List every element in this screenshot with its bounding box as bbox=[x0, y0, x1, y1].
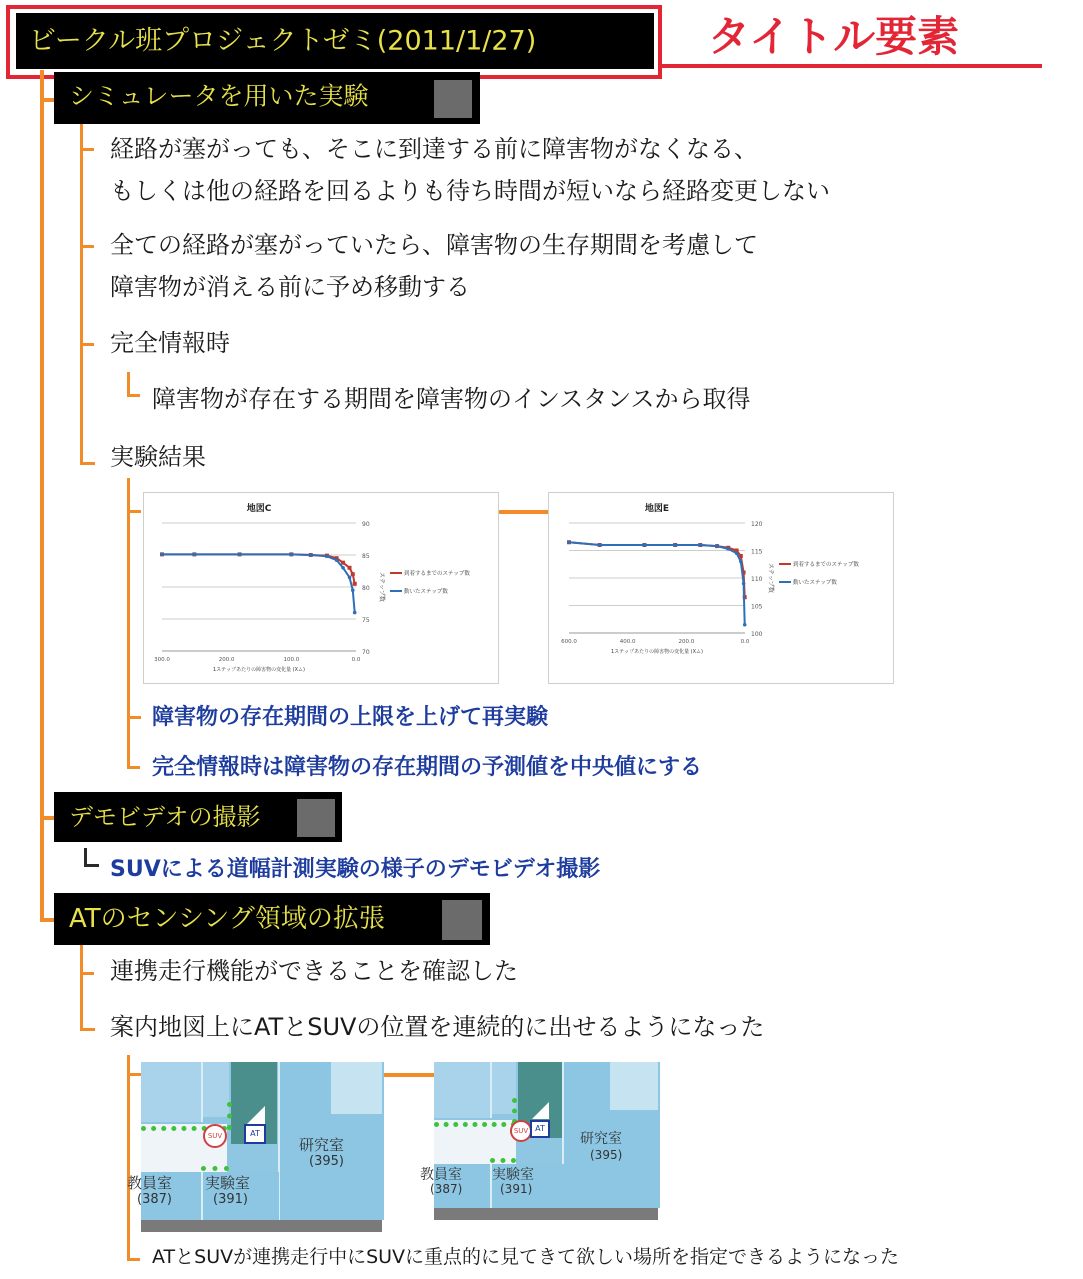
results-tick-blue2 bbox=[127, 746, 140, 769]
s1-tick-p3-sub bbox=[127, 372, 140, 397]
s1-tick-p2 bbox=[80, 245, 94, 248]
x-tick-label: 0.0 bbox=[740, 639, 750, 645]
map-screenshot-1 bbox=[127, 1062, 382, 1232]
x-tick-label: 400.0 bbox=[619, 639, 636, 645]
s1-paragraph3: 完全情報時 bbox=[110, 329, 230, 357]
chart-map-e-svg bbox=[549, 493, 893, 683]
map1-suv-marker: SUV bbox=[203, 1124, 227, 1148]
data-point-blue bbox=[726, 547, 730, 551]
section1-title-box bbox=[54, 72, 480, 124]
data-point-red bbox=[348, 566, 352, 570]
chart-title: 地図C bbox=[246, 504, 272, 514]
s3-paragraph1: 連携走行機能ができることを確認した bbox=[110, 957, 518, 985]
section1-trunk bbox=[80, 124, 83, 464]
series-line-1 bbox=[162, 554, 355, 612]
map1-room-a-label: 研究室 bbox=[299, 1136, 345, 1154]
s1-tick-p3 bbox=[80, 343, 94, 346]
data-point-blue bbox=[715, 544, 719, 548]
map1-room-c-label: 実験室 bbox=[205, 1174, 251, 1192]
s3-paragraph2: 案内地図上にATとSUVの位置を連続的に出せるようになった bbox=[110, 1013, 765, 1041]
s1-tick-p4 bbox=[80, 440, 95, 465]
map1-route-dots-2 bbox=[201, 1166, 229, 1171]
map-connector bbox=[382, 1073, 434, 1077]
y-tick-label: 100 bbox=[751, 631, 763, 638]
legend-label-1: 動いたステップ数 bbox=[404, 589, 448, 595]
section2-marker bbox=[297, 799, 335, 837]
y-tick-label: 105 bbox=[751, 603, 763, 611]
data-point-blue bbox=[309, 553, 313, 557]
y-tick-label: 80 bbox=[362, 585, 370, 592]
y-tick-label: 85 bbox=[362, 553, 370, 560]
map2-bottom-strip bbox=[434, 1208, 658, 1220]
chart-connector bbox=[498, 510, 550, 514]
y-axis-label: ステップ数 bbox=[767, 563, 774, 593]
map2-room-b-num: (387) bbox=[430, 1182, 463, 1196]
x-tick-label: 200.0 bbox=[678, 639, 695, 645]
data-point-blue bbox=[353, 611, 357, 615]
chart-map-c-svg bbox=[144, 493, 498, 683]
page-title-box bbox=[16, 13, 654, 69]
maps-tick bbox=[127, 1073, 141, 1076]
maps-tick-note bbox=[127, 1238, 140, 1261]
y-tick-label: 110 bbox=[751, 576, 763, 583]
s3-tick-p2 bbox=[80, 1008, 95, 1031]
map1-room-b-num: (387) bbox=[137, 1192, 172, 1207]
section2-note: SUVによる道幅計測実験の様子のデモビデオ撮影 bbox=[110, 857, 601, 882]
x-axis-label: 1ステップあたりの障害物の変化量 (Xム) bbox=[611, 649, 703, 655]
results-trunk bbox=[127, 478, 130, 768]
results-tick-blue1 bbox=[127, 716, 141, 719]
section1-marker bbox=[434, 80, 472, 118]
data-point-blue bbox=[325, 554, 329, 558]
data-point-blue bbox=[351, 588, 355, 592]
data-point-red bbox=[341, 561, 345, 565]
map2-room-c-label: 実験室 bbox=[492, 1167, 534, 1183]
y-tick-label: 75 bbox=[362, 617, 370, 624]
x-tick-label: 100.0 bbox=[283, 657, 300, 663]
annotation-underline bbox=[662, 64, 1042, 68]
data-point-blue bbox=[335, 558, 339, 562]
map2-at-marker: AT bbox=[530, 1120, 550, 1138]
map1-room-b-label: 教員室 bbox=[127, 1174, 173, 1192]
data-point-blue bbox=[160, 553, 164, 557]
map2-room-b-label: 教員室 bbox=[420, 1167, 462, 1183]
data-point-blue bbox=[290, 553, 294, 557]
result-note-2: 完全情報時は障害物の存在期間の予測値を中央値にする bbox=[152, 755, 703, 780]
section2-title: デモビデオの撮影 bbox=[69, 803, 261, 831]
legend-label-1: 動いたステップ数 bbox=[793, 580, 837, 586]
s1-paragraph2-line2: 障害物が消える前に予め移動する bbox=[110, 273, 470, 301]
title-annotation: タイトル要素 bbox=[708, 12, 960, 61]
section3-marker bbox=[442, 900, 482, 940]
map2-room-c-num: (391) bbox=[500, 1182, 533, 1196]
x-tick-label: 200.0 bbox=[218, 657, 235, 663]
series-line-1 bbox=[569, 542, 745, 625]
data-point-red bbox=[353, 582, 357, 586]
section1-title: シミュレータを用いた実験 bbox=[69, 81, 369, 111]
y-tick-label: 70 bbox=[362, 649, 370, 656]
map2-route-dots bbox=[434, 1122, 516, 1127]
data-point-blue bbox=[673, 543, 677, 547]
map1-corner-light bbox=[331, 1062, 382, 1114]
data-point-blue bbox=[699, 543, 703, 547]
chart-map-c bbox=[143, 492, 499, 684]
s1-tick-p1 bbox=[80, 148, 94, 151]
data-point-blue bbox=[341, 566, 345, 570]
data-point-blue bbox=[598, 543, 602, 547]
main-trunk-line bbox=[40, 70, 44, 920]
data-point-red bbox=[351, 572, 355, 576]
map1-room-top-left bbox=[141, 1062, 203, 1122]
s1-paragraph3-sub: 障害物が存在する期間を障害物のインスタンスから取得 bbox=[152, 385, 751, 413]
data-point-blue bbox=[735, 551, 739, 555]
data-point-blue bbox=[739, 560, 743, 564]
map2-white-triangle bbox=[532, 1102, 549, 1119]
x-axis-label: 1ステップあたりの障害物の変化量 (Xム) bbox=[213, 667, 305, 673]
data-point-blue bbox=[742, 582, 746, 586]
data-point-blue bbox=[193, 553, 197, 557]
map1-white-triangle bbox=[247, 1106, 265, 1124]
chart-title: 地図E bbox=[644, 504, 670, 514]
section3-note: ATとSUVが連携走行中にSUVに重点的に見てきて欲しい場所を指定できるようになった bbox=[152, 1246, 900, 1268]
y-tick-label: 90 bbox=[362, 521, 370, 528]
section2-title-box bbox=[54, 792, 342, 842]
map1-room-c-num: (391) bbox=[213, 1192, 248, 1207]
map1-room-a-num: (395) bbox=[309, 1154, 344, 1169]
map1-at-marker: AT bbox=[244, 1124, 266, 1144]
maps-trunk bbox=[127, 1055, 130, 1258]
map1-room-top-mid bbox=[203, 1062, 229, 1117]
y-tick-label: 115 bbox=[751, 548, 763, 556]
map2-room-top-left bbox=[434, 1062, 492, 1118]
data-point-blue bbox=[348, 576, 352, 580]
s1-paragraph1-line2: もしくは他の経路を回るよりも待ち時間が短いなら経路変更しない bbox=[110, 177, 830, 205]
s1-paragraph2-line1: 全ての経路が塞がっていたら、障害物の生存期間を考慮して bbox=[110, 231, 758, 259]
data-point-blue bbox=[743, 623, 747, 627]
data-point-blue bbox=[238, 553, 242, 557]
y-tick-label: 120 bbox=[751, 521, 763, 528]
map2-suv-marker: SUV bbox=[510, 1120, 532, 1142]
legend-label-0: 到着するまでのステップ数 bbox=[404, 571, 470, 577]
y-axis-label: ステップ数 bbox=[378, 572, 385, 602]
result-note-1: 障害物の存在期間の上限を上げて再実験 bbox=[152, 705, 549, 730]
chart-map-e bbox=[548, 492, 894, 684]
map2-room-a-label: 研究室 bbox=[580, 1131, 622, 1147]
s3-tick-p1 bbox=[80, 972, 94, 975]
data-point-blue bbox=[643, 543, 647, 547]
x-tick-label: 0.0 bbox=[351, 657, 361, 663]
map2-room-a-num: (395) bbox=[590, 1148, 623, 1162]
map2-corner-light bbox=[610, 1062, 658, 1110]
s1-paragraph4: 実験結果 bbox=[110, 443, 206, 471]
section3-title: ATのセンシング領域の拡張 bbox=[69, 904, 385, 934]
section3-title-box bbox=[54, 893, 490, 945]
x-tick-label: 600.0 bbox=[561, 639, 577, 645]
x-tick-label: 300.0 bbox=[154, 657, 170, 663]
s1-paragraph1-line1: 経路が塞がっても、そこに到達する前に障害物がなくなる、 bbox=[110, 135, 758, 163]
map2-route-dots-2 bbox=[490, 1158, 516, 1163]
map1-bottom-strip bbox=[141, 1220, 382, 1232]
s2-tick bbox=[84, 848, 99, 867]
map1-route-dots-3 bbox=[227, 1102, 232, 1130]
legend-label-0: 到着するまでのステップ数 bbox=[793, 562, 859, 568]
data-point-blue bbox=[567, 540, 571, 544]
results-tick-charts bbox=[127, 510, 141, 513]
series-line-0 bbox=[162, 554, 355, 583]
page-title: ビークル班プロジェクトゼミ(2011/1/27) bbox=[29, 25, 537, 57]
map-screenshot-2 bbox=[420, 1062, 658, 1220]
